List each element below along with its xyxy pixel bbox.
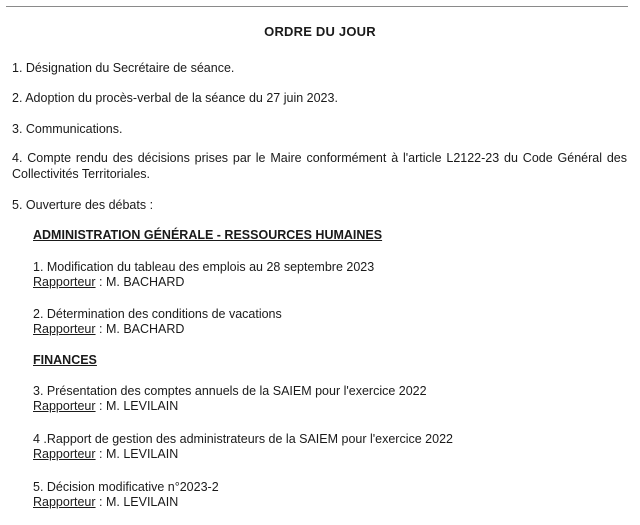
rapporteur-name: M. BACHARD	[105, 275, 185, 289]
rapporteur-name: M. LEVILAIN	[105, 399, 179, 413]
rapporteur-name: M. BACHARD	[105, 322, 185, 336]
rapporteur-separator: :	[95, 495, 106, 509]
rapporteur-label: Rapporteur	[33, 447, 96, 461]
sub-item-3-text: 3. Présentation des comptes annuels de la SAIEM pour l'exercice 2022	[33, 384, 427, 398]
sub-item-4-rapporteur	[33, 446, 178, 462]
section-heading-administration: ADMINISTRATION GÉNÉRALE - RESSOURCES HUMAINES	[33, 228, 383, 242]
rapporteur-separator: :	[95, 275, 106, 289]
rapporteur-label: Rapporteur	[33, 322, 96, 336]
sub-item-5-rapporteur	[33, 494, 178, 510]
sub-item-4-text: 4 .Rapport de gestion des administrateurs de la SAIEM pour l'exercice 2022	[33, 432, 453, 446]
agenda-item-4: 4. Compte rendu des décisions prises par le Maire conformément à l'article L2122-23 du Code Général des Collectivités Territoriales.	[12, 151, 627, 181]
sub-item-1-rapporteur	[33, 274, 184, 290]
agenda-item-1: 1. Désignation du Secrétaire de séance.	[12, 61, 235, 75]
rapporteur-label: Rapporteur	[33, 495, 96, 509]
agenda-item-5: 5. Ouverture des débats :	[12, 198, 154, 212]
sub-item-5-text: 5. Décision modificative n°2023-2	[33, 480, 219, 494]
rapporteur-name: M. LEVILAIN	[105, 495, 179, 509]
agenda-item-3: 3. Communications.	[12, 122, 123, 136]
agenda-item-2: 2. Adoption du procès-verbal de la séance du 27 juin 2023.	[12, 91, 338, 105]
rapporteur-label: Rapporteur	[33, 275, 96, 289]
sub-item-1-text: 1. Modification du tableau des emplois au 28 septembre 2023	[33, 260, 375, 274]
sub-item-3-rapporteur	[33, 398, 178, 414]
rapporteur-label: Rapporteur	[33, 399, 96, 413]
top-rule	[6, 6, 628, 7]
rapporteur-separator: :	[95, 399, 106, 413]
rapporteur-separator: :	[95, 322, 106, 336]
sub-item-2-text: 2. Détermination des conditions de vacations	[33, 307, 282, 321]
sub-item-2-rapporteur	[33, 321, 184, 337]
section-heading-finances: FINANCES	[33, 353, 97, 367]
rapporteur-separator: :	[95, 447, 106, 461]
rapporteur-name: M. LEVILAIN	[105, 447, 179, 461]
document-title: ORDRE DU JOUR	[264, 24, 376, 39]
